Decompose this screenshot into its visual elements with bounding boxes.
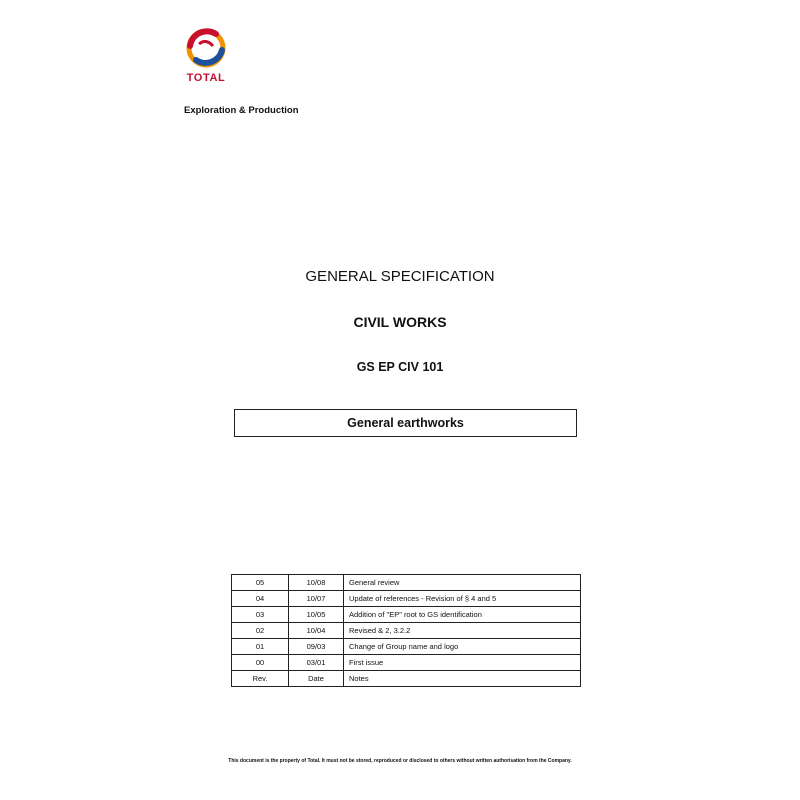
rev-cell: 02 — [232, 623, 289, 639]
date-cell: 03/01 — [289, 655, 344, 671]
rev-cell: 00 — [232, 655, 289, 671]
logo-wordmark: TOTAL — [186, 72, 226, 84]
date-cell: 09/03 — [289, 639, 344, 655]
document-title: CIVIL WORKS — [353, 314, 447, 330]
notes-cell: Addition of "EP" root to GS identification — [344, 607, 581, 623]
rev-cell: 01 — [232, 639, 289, 655]
notes-cell: Revised & 2, 3.2.2 — [344, 623, 581, 639]
revision-table — [231, 574, 581, 687]
division-name: Exploration & Production — [184, 105, 299, 116]
notes-cell: General review — [344, 575, 581, 591]
notes-cell: Change of Group name and logo — [344, 639, 581, 655]
rev-cell: 05 — [232, 575, 289, 591]
date-cell: 10/05 — [289, 607, 344, 623]
date-cell: 10/07 — [289, 591, 344, 607]
date-cell: 10/08 — [289, 575, 344, 591]
table-row — [232, 607, 581, 623]
table-row — [232, 655, 581, 671]
subject-box — [234, 409, 577, 437]
document-code: GS EP CIV 101 — [356, 360, 444, 374]
table-header-row — [232, 671, 581, 687]
notes-cell: Update of references - Revision of § 4 and 5 — [344, 591, 581, 607]
notes-cell: First issue — [344, 655, 581, 671]
notes-column-header: Notes — [344, 671, 581, 687]
rev-column-header: Rev. — [232, 671, 289, 687]
rev-cell: 04 — [232, 591, 289, 607]
rev-cell: 03 — [232, 607, 289, 623]
date-cell: 10/04 — [289, 623, 344, 639]
confidentiality-notice: This document is the property of Total. It must not be stored, reproduced or disclosed to others without written authorisation from the Company. — [228, 758, 572, 764]
date-column-header: Date — [289, 671, 344, 687]
spec-type: GENERAL SPECIFICATION — [305, 268, 495, 285]
table-row — [232, 575, 581, 591]
subject-title: General earthworks — [347, 416, 464, 430]
table-row — [232, 591, 581, 607]
table-row — [232, 623, 581, 639]
table-row — [232, 639, 581, 655]
